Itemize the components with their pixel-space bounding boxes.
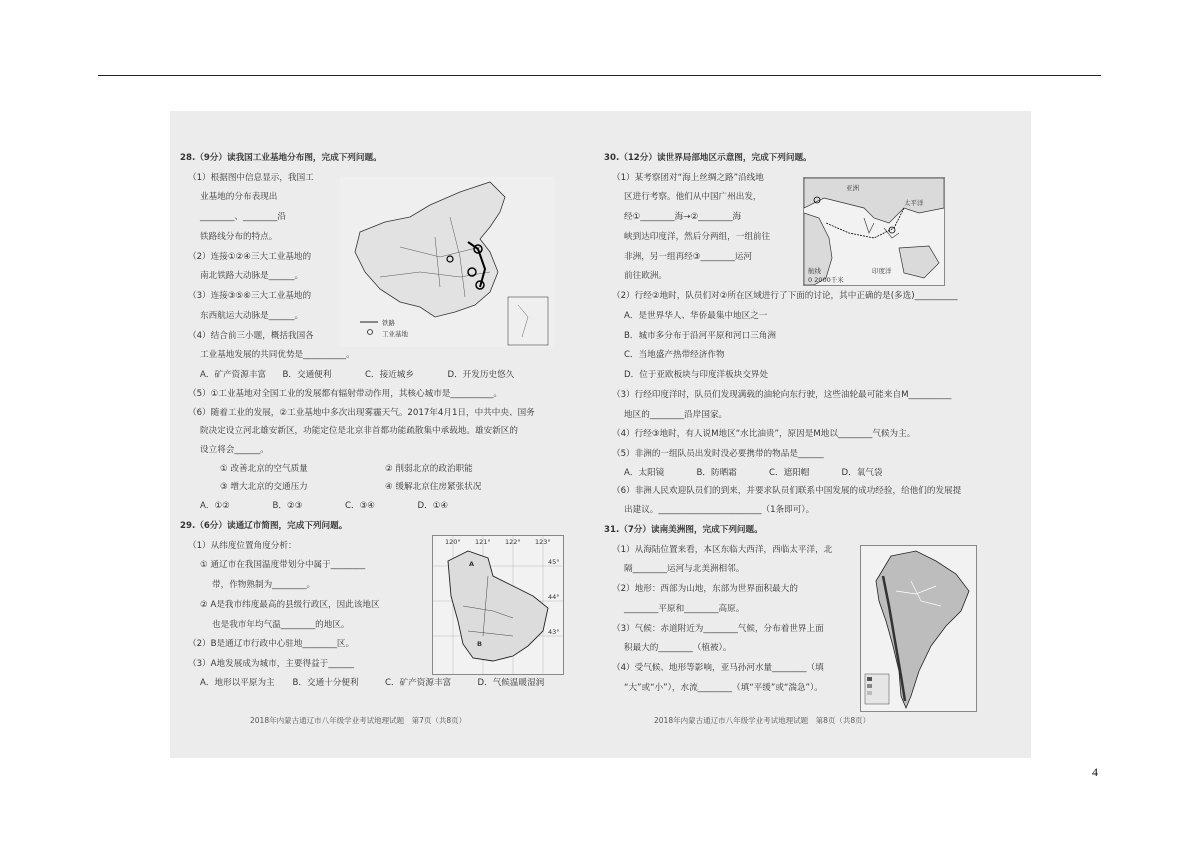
option: B．②③	[272, 501, 303, 512]
south-america-map	[860, 545, 977, 712]
q30-text: 峡到达印度洋，然后分两组，一组前往	[624, 231, 771, 242]
q30-blank: （2）行经②地时，队员们对②所在区域进行了下面的讨论，其中正确的是(多选)__________	[612, 291, 958, 302]
legend-railway: 铁路	[382, 319, 395, 327]
q28-text: （4）结合前三小题，概括我国各	[188, 330, 314, 341]
q31-blank: 隔________运河与北美洲相邻。	[624, 564, 745, 575]
q31-blank: “大”或“小”），水流________（填“平缓”或“湍急”）。	[624, 682, 823, 693]
q31-blank: ________平原和________高原。	[624, 603, 745, 614]
choice: ③ 增大北京的交通压力	[220, 482, 308, 493]
q30-blank: 经①________海→②________海	[624, 212, 742, 223]
label-asia: 亚洲	[846, 184, 859, 192]
option: A．矿产资源丰富	[200, 370, 267, 381]
q30-heading: 30.（12分）读世界局部地区示意图，完成下列问题。	[604, 153, 812, 163]
q28-text: （1）根据图中信息显示，我国工	[188, 172, 314, 183]
lon-label: 123°	[535, 538, 551, 546]
lat-label: 45°	[548, 558, 560, 566]
option: A．地形以平原为主	[200, 677, 275, 688]
option: A．太阳镜	[624, 467, 665, 478]
point-b-label: B	[477, 640, 482, 648]
lat-label: 43°	[548, 628, 560, 636]
q30-blank: （5）非洲的一组队员出发时没必要携带的物品是______	[612, 449, 824, 460]
q30-blank: （4）行经③地时，有人说M地区“水比油贵”，原因是M地以________气候为主。	[612, 429, 916, 440]
lon-label: 122°	[505, 538, 521, 546]
q29-text: （1）从纬度位置角度分析：	[188, 540, 297, 551]
option: C．③④	[345, 501, 376, 512]
q28-blank: 工业基地发展的共同优势是__________。	[200, 350, 355, 361]
option: C．接近城乡	[365, 370, 414, 381]
q28-blank: 南北铁路大动脉是______。	[200, 271, 304, 282]
option: C．当地盛产热带经济作物	[624, 350, 725, 361]
q28-blank: 设立将会______。	[200, 445, 269, 456]
q29-blank: 带，作物熟制为________。	[212, 580, 316, 591]
q28-options	[180, 370, 530, 381]
q28-text: （2）连接①②④三大工业基地的	[188, 251, 312, 262]
q29-heading: 29.（6分）读通辽市简图，完成下列问题。	[180, 520, 348, 531]
q28-text: （6）随着工业的发展，②工业基地中多次出现雾霾天气。2017年4月1日，中共中央、国务	[188, 407, 535, 418]
q31-heading: 31.（7分）读南美洲图，完成下列问题。	[604, 524, 763, 535]
q30-text: （1）某考察团对“海上丝绸之路”沿线地	[612, 172, 764, 183]
point-a-label: A	[469, 560, 475, 568]
option: C．遮阳帽	[769, 467, 810, 478]
q28-heading: 28.（9分）读我国工业基地分布图，完成下列问题。	[180, 153, 382, 163]
option: D．气候温暖湿润	[477, 677, 545, 688]
q28-text: （5）①工业基地对全国工业的发展都有辐射带动作用，其核心城市是__________。	[188, 388, 502, 399]
q28-text: 业基地的分布表现出	[200, 192, 278, 203]
option: B．交通便利	[282, 370, 332, 381]
left-footer: 2018年内蒙古通辽市八年级学业考试地理试题 第7页（共8页）	[250, 715, 467, 725]
q30-text: （6）非洲人民欢迎队员们的到来，并要求队员们联系中国发展的成功经验，给他们的发展提	[612, 486, 962, 497]
lat-label: 44°	[548, 593, 560, 601]
legend-industrial-base: 工业基地	[382, 330, 408, 338]
q29-blank: （3）A地发展成为城市，主要得益于______	[188, 659, 355, 670]
q30-blank: （3）行经印度洋时，队员们发现满载的油轮向东行驶，这些油轮最可能来自M__________	[612, 389, 952, 400]
q28-choices	[180, 464, 550, 475]
page-number: 4	[1092, 765, 1098, 779]
q30-options	[604, 468, 914, 479]
scanned-exam-sheet	[170, 111, 1031, 758]
q30-text: 区进行考察。他们从中国广州出发，	[624, 192, 762, 203]
q31-blank: 积最大的________（植被）。	[624, 643, 732, 654]
option: B．防晒霜	[696, 467, 737, 478]
right-footer: 2018年内蒙古通辽市八年级学业考试地理试题 第8页（共8页）	[654, 715, 871, 725]
q31-blank: （3）气候：赤道附近为________气候，分布着世界上面	[612, 623, 824, 634]
q31-text: （1）从海陆位置来看，本区东临大西洋，西临太平洋，北	[612, 544, 833, 555]
lon-label: 121°	[475, 538, 491, 546]
choice: ② 削弱北京的政治职能	[385, 463, 473, 474]
choice: ④ 缓解北京住房紧张状况	[385, 482, 482, 493]
option: D．①④	[417, 501, 449, 512]
q30-text: 前往欧洲。	[624, 271, 667, 282]
tongliao-map	[432, 535, 564, 675]
legend-route: 航线	[808, 267, 821, 275]
option: B．城市多分布于沿河平原和河口三角洲	[624, 330, 776, 341]
lon-label: 120°	[445, 538, 461, 546]
q29-blank: ① 通辽市在我国温度带划分中属于________	[200, 560, 366, 571]
q31-text: （2）地形：西部为山地，东部为世界面积最大的	[612, 584, 798, 595]
option: A．①②	[200, 501, 230, 512]
q28-options-2	[180, 501, 490, 512]
label-indian-ocean: 印度洋	[872, 267, 892, 275]
q29-options	[180, 678, 570, 689]
label-pacific: 太平洋	[904, 199, 924, 207]
q29-blank: 也是我市年均气温________的地区。	[212, 619, 350, 630]
q30-blank: 地区的________沿岸国家。	[624, 409, 728, 420]
q31-blank: （4）受气候、地形等影响，亚马孙河水量________（填	[612, 663, 824, 674]
option: D．氧气袋	[841, 467, 883, 478]
q28-text: 铁路线分布的特点。	[200, 231, 278, 242]
option: B．交通十分便利	[292, 677, 359, 688]
option: D．开发历史悠久	[447, 370, 515, 381]
choice: ① 改善北京的空气质量	[220, 463, 308, 474]
q30-blank: 出建议。________________________（1条即可）。	[624, 505, 815, 516]
q28-blank: 东西航运大动脉是______。	[200, 310, 304, 321]
q28-choices	[180, 482, 550, 493]
option: C．矿产资源丰富	[385, 677, 452, 688]
header-rule	[98, 75, 1101, 76]
q29-text: ② A是我市纬度最高的县级行政区，因此该地区	[200, 599, 380, 610]
q28-blank: ________、________沿	[200, 212, 286, 223]
option: A．是世界华人、华侨最集中地区之一	[624, 310, 768, 321]
china-industrial-map	[340, 177, 555, 347]
world-region-map	[803, 177, 945, 286]
q30-blank: 非洲，另一组再经③________运河	[624, 251, 753, 262]
q29-blank: （2）B是通辽市行政中心驻地________区。	[188, 639, 355, 650]
option: D．位于亚欧板块与印度洋板块交界处	[624, 370, 769, 381]
map-scale: 0 2000千米	[808, 276, 844, 284]
q28-text: （3）连接③⑤⑥三大工业基地的	[188, 291, 312, 302]
q28-text: 院决定设立河北雄安新区，功能定位是北京非首都功能疏散集中承载地。雄安新区的	[200, 426, 518, 437]
